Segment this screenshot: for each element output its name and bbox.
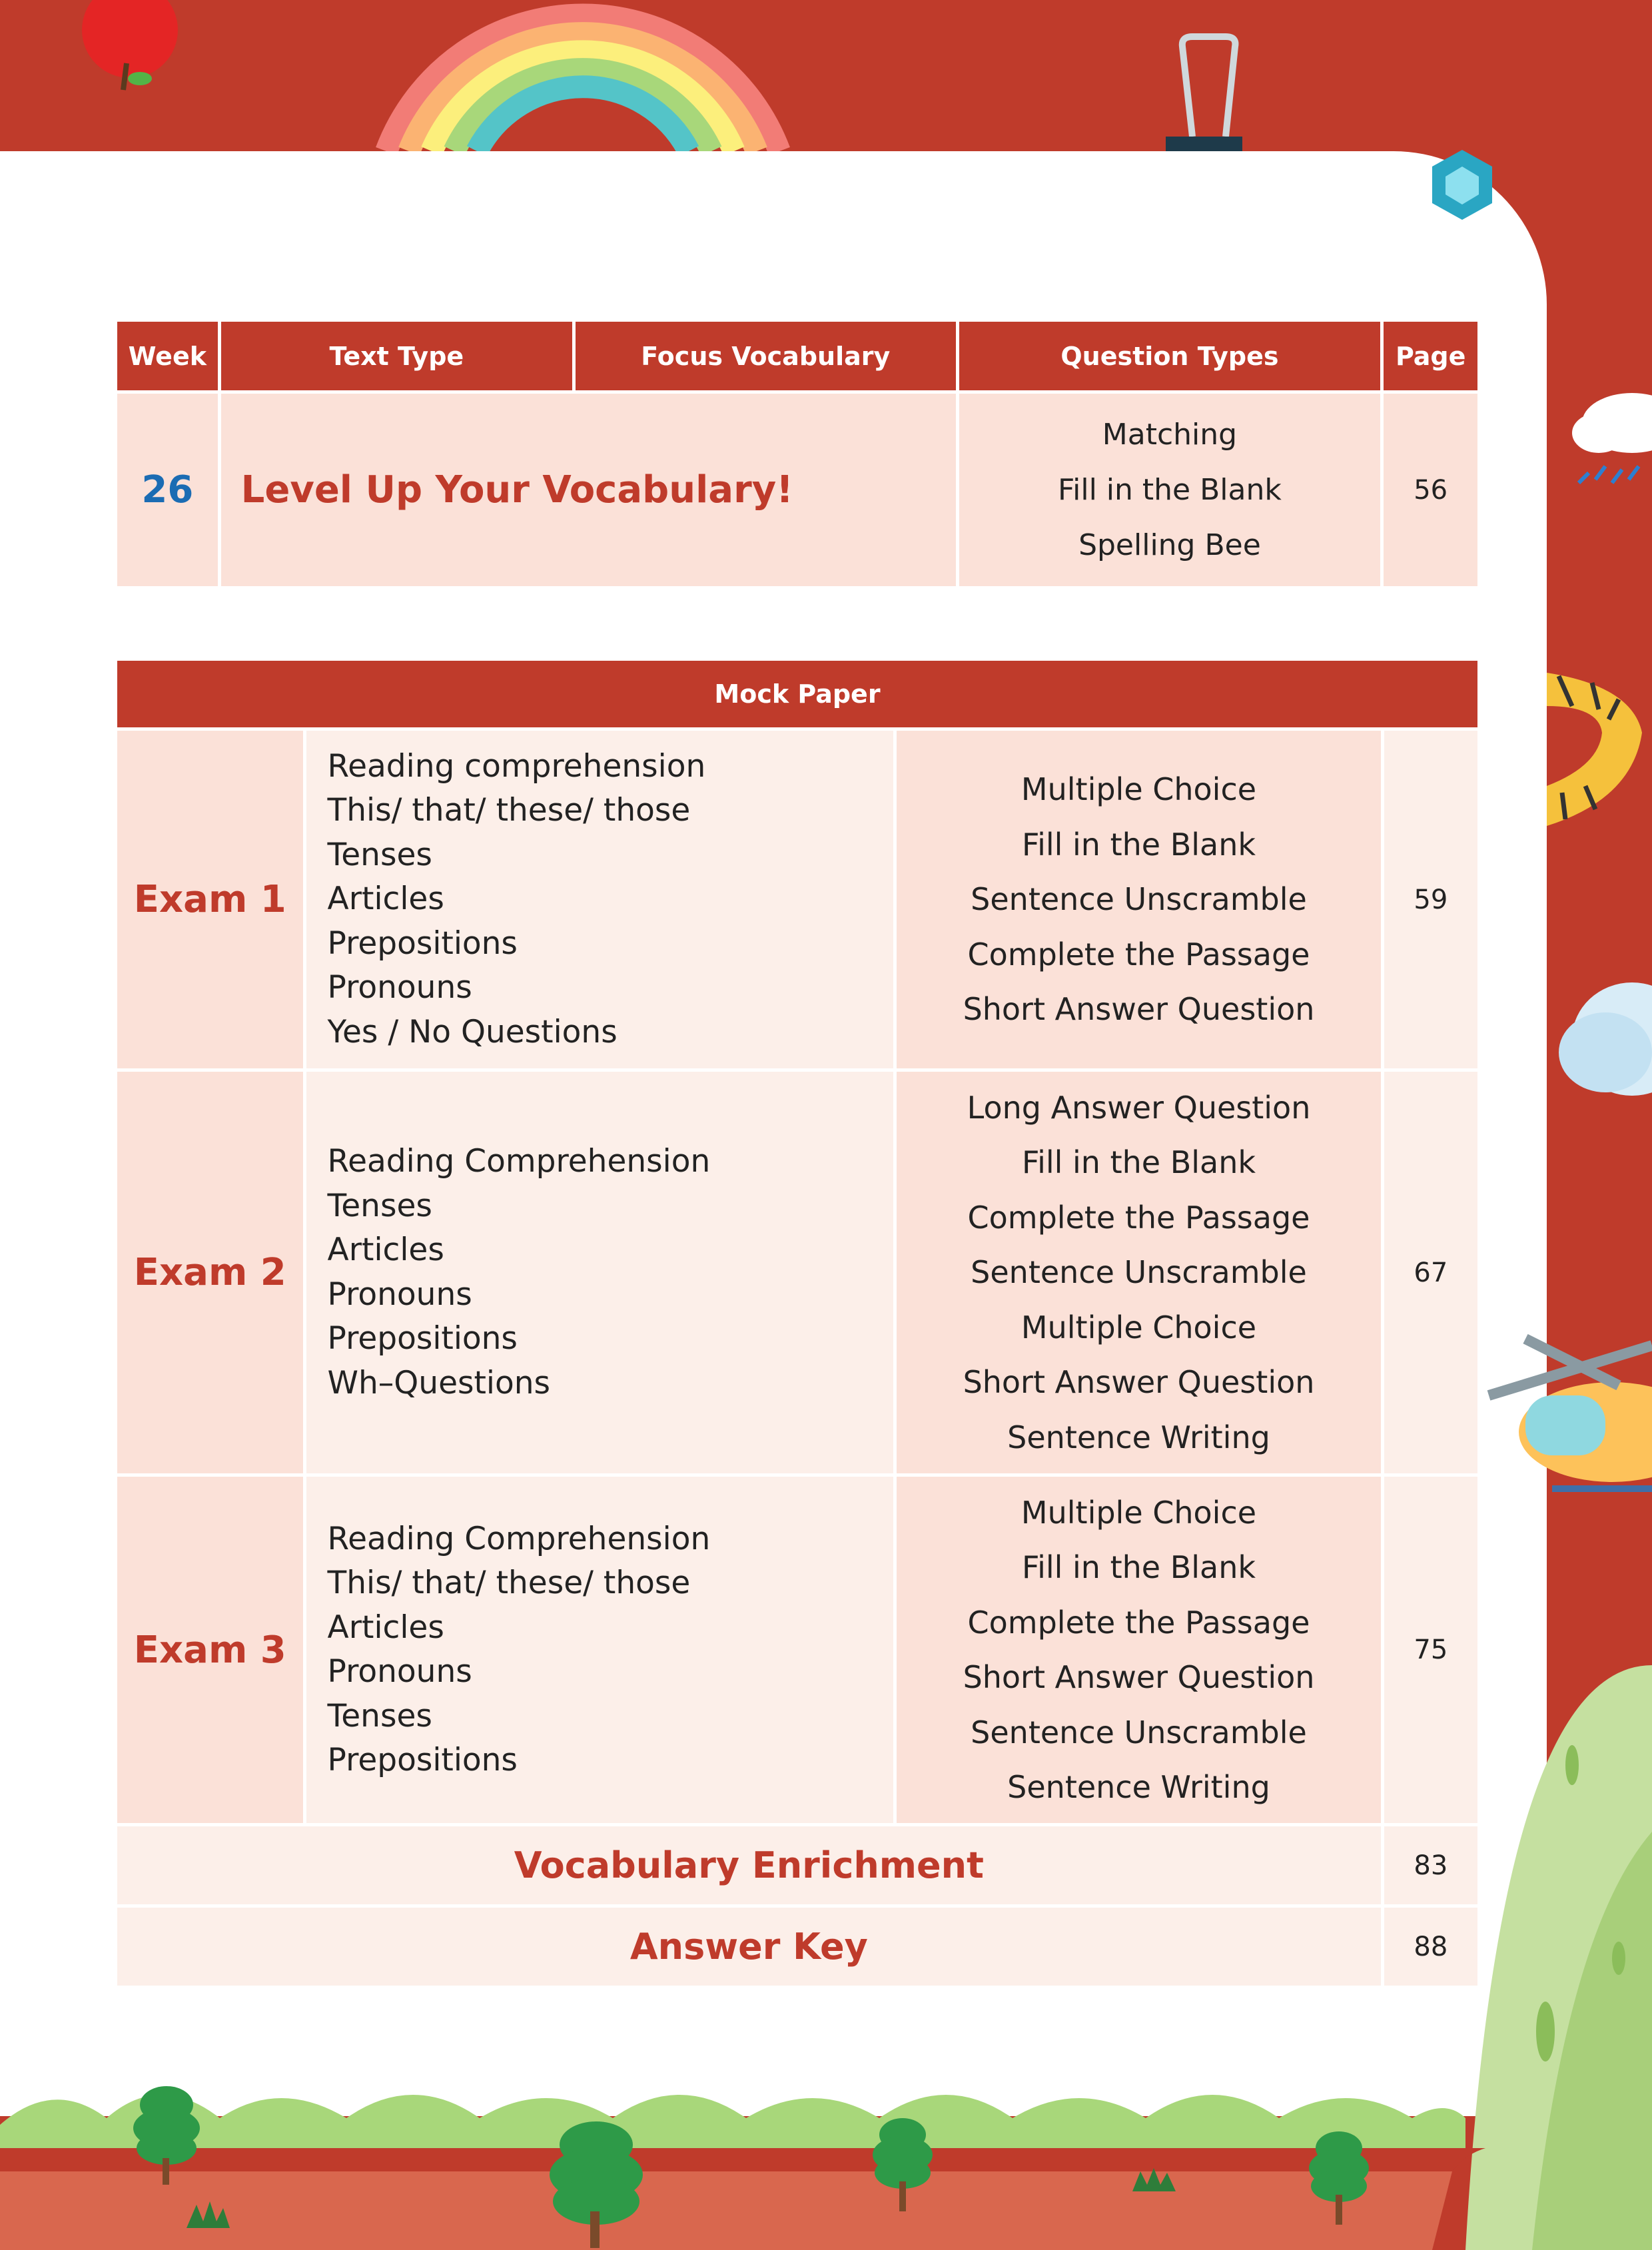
- focus-item: Wh–Questions: [327, 1364, 551, 1401]
- question-type: Short Answer Question: [963, 1659, 1315, 1695]
- question-type: Sentence Unscramble: [971, 881, 1307, 918]
- focus-list: [306, 1473, 894, 1823]
- page-number[interactable]: 83: [1384, 1823, 1477, 1904]
- page-number[interactable]: 56: [1384, 390, 1477, 586]
- question-type: Spelling Bee: [1078, 528, 1261, 562]
- table-row[interactable]: [117, 390, 1477, 586]
- header-focus-vocabulary: Focus Vocabulary: [576, 322, 956, 390]
- question-type: Short Answer Question: [963, 991, 1315, 1028]
- question-type: Fill in the Blank: [1058, 473, 1282, 507]
- focus-item: Articles: [327, 881, 444, 918]
- vocabulary-enrichment-row[interactable]: [117, 1823, 1477, 1904]
- toc-week-table: [114, 322, 1481, 586]
- gem-icon: [1432, 150, 1492, 220]
- exam-row[interactable]: [117, 1473, 1477, 1823]
- focus-item: Yes / No Questions: [327, 1013, 618, 1050]
- mock-paper-header: Mock Paper: [117, 661, 1477, 727]
- focus-item: Prepositions: [327, 1320, 518, 1357]
- focus-list: [306, 1068, 894, 1473]
- page-number[interactable]: 67: [1384, 1068, 1477, 1473]
- hill-icon: [1465, 1665, 1652, 2250]
- focus-item: This/ that/ these/ those: [327, 1565, 691, 1601]
- question-type: Fill in the Blank: [1021, 1144, 1256, 1181]
- focus-item: Tenses: [327, 1697, 432, 1734]
- week-number: 26: [117, 390, 218, 586]
- question-type: Sentence Unscramble: [971, 1714, 1307, 1750]
- focus-item: Articles: [327, 1609, 444, 1646]
- question-type: Sentence Writing: [1007, 1419, 1270, 1455]
- mock-paper-table: [114, 661, 1481, 1986]
- exam-row[interactable]: [117, 727, 1477, 1068]
- focus-item: Reading Comprehension: [327, 1520, 711, 1557]
- question-types-list: [897, 727, 1380, 1068]
- rain-cloud-icon: [1572, 393, 1652, 483]
- question-types-list: [897, 1068, 1380, 1473]
- focus-list: [306, 727, 894, 1068]
- question-type: Short Answer Question: [963, 1364, 1315, 1401]
- question-type: Multiple Choice: [1021, 1494, 1257, 1531]
- focus-item: Prepositions: [327, 1742, 518, 1778]
- page-number[interactable]: 88: [1384, 1904, 1477, 1986]
- focus-item: This/ that/ these/ those: [327, 792, 691, 829]
- cloud-icon: [1559, 982, 1652, 1096]
- header-week: Week: [117, 322, 218, 390]
- header-text-type: Text Type: [221, 322, 572, 390]
- question-type: Complete the Passage: [967, 1604, 1310, 1641]
- question-type: Sentence Unscramble: [971, 1254, 1307, 1291]
- mock-paper-header-row: [117, 661, 1477, 727]
- question-types-list: [897, 1473, 1380, 1823]
- focus-item: Tenses: [327, 836, 432, 873]
- focus-item: Pronouns: [327, 1276, 472, 1313]
- exam-name[interactable]: Exam 3: [117, 1473, 303, 1823]
- question-type: Matching: [1102, 418, 1238, 452]
- vocabulary-enrichment-label[interactable]: Vocabulary Enrichment: [117, 1823, 1381, 1904]
- answer-key-label[interactable]: Answer Key: [117, 1904, 1381, 1986]
- focus-item: Tenses: [327, 1187, 432, 1224]
- page-number[interactable]: 75: [1384, 1473, 1477, 1823]
- question-type: Multiple Choice: [1021, 1309, 1257, 1345]
- lesson-title[interactable]: Level Up Your Vocabulary!: [221, 390, 956, 586]
- answer-key-row[interactable]: [117, 1904, 1477, 1986]
- focus-item: Pronouns: [327, 1653, 472, 1690]
- question-type: Long Answer Question: [967, 1089, 1311, 1126]
- question-type: Fill in the Blank: [1021, 826, 1256, 863]
- helicopter-icon: [1489, 1339, 1652, 1489]
- question-types-list: [959, 390, 1381, 586]
- focus-item: Prepositions: [327, 925, 518, 962]
- focus-item: Reading Comprehension: [327, 1143, 711, 1180]
- exam-name[interactable]: Exam 2: [117, 1068, 303, 1473]
- header-question-types: Question Types: [959, 322, 1381, 390]
- question-type: Fill in the Blank: [1021, 1549, 1256, 1585]
- focus-item: Articles: [327, 1232, 444, 1268]
- question-type: Complete the Passage: [967, 1199, 1310, 1236]
- table-header-row: [117, 322, 1477, 390]
- header-page: Page: [1384, 322, 1477, 390]
- focus-item: Reading comprehension: [327, 747, 706, 785]
- question-type: Multiple Choice: [1021, 771, 1257, 808]
- page-number[interactable]: 59: [1384, 727, 1477, 1068]
- exam-row[interactable]: [117, 1068, 1477, 1473]
- stripe-decoration: [1547, 673, 1642, 826]
- focus-item: Pronouns: [327, 969, 472, 1006]
- exam-name[interactable]: Exam 1: [117, 727, 303, 1068]
- question-type: Sentence Writing: [1007, 1769, 1270, 1805]
- question-type: Complete the Passage: [967, 936, 1310, 972]
